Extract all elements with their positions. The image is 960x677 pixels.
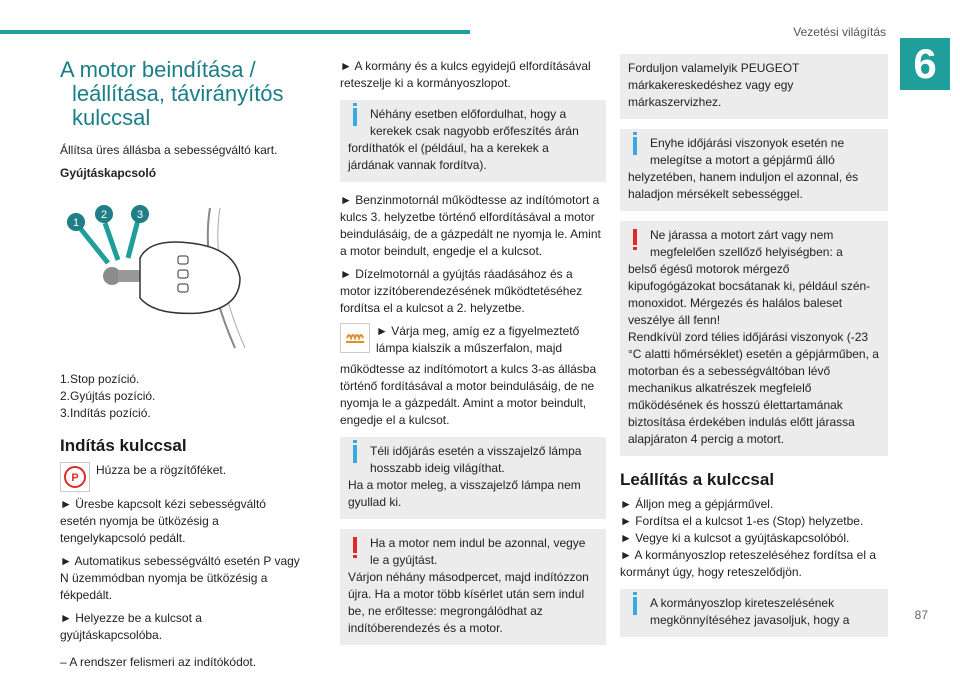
position-1: 1.Stop pozíció. (60, 372, 140, 386)
start-heading: Indítás kulccsal (60, 436, 187, 455)
stop-step-2: ► Fordítsa el a kulcsot 1-es (Stop) helyzetbe. (620, 514, 864, 528)
warning-box-exhaust: Ne járassa a motort zárt vagy nem megfelelően szellőző helyiségben: a belső égésű motorok mérgező kipufogógázokat bocsátanak ki, például szén-monoxidot. Mérgezés és halálos baleset veszélye áll fenn! Rendkívül zord télies időjárási viszonyok (-23 °C alatti hőmérséklet) esetén a gépjárműben, a motorban és a sebességváltóban lévő mechanikus alkatrészek megfelelő működésének és hosszú élettartamának biztosítása érdekében indulás előtt járassa alapjáraton 4 percig a motort. (620, 221, 888, 456)
diesel-start-step: ► Dízelmotornál a gyújtás ráadásához és a motor izzítóberendezésének működtetéséhez fordítsa el a kulcsot a 2. helyzetbe. (340, 267, 583, 315)
info-icon (633, 597, 637, 615)
ignition-key-illustration (60, 198, 260, 358)
position-list (60, 371, 300, 422)
stop-step-1: ► Álljon meg a gépjárművel. (620, 497, 774, 511)
preheat-row: ► Várja meg, amíg ez a figyelmeztető lámpa kialszik a műszerfalon, majd (340, 323, 606, 357)
svg-text:P: P (71, 472, 79, 484)
info-box-winter: Téli időjárás esetén a visszajelző lámpa hosszabb ideig világíthat. Ha a motor meleg, a visszajelző lámpa nem gyullad ki. (340, 437, 606, 519)
auto-gearbox-step: ► Automatikus sebességváltó esetén P vagy N üzemmódban nyomja be ütközésig a fékpedált. (60, 554, 300, 602)
position-3: 3.Indítás pozíció. (60, 406, 151, 420)
warning-icon (353, 537, 357, 553)
unlock-steering-step: ► A kormány és a kulcs egyidejű elfordításával reteszelje ki a kormányoszlopot. (340, 59, 591, 90)
glow-plug-icon (340, 323, 370, 353)
warning-box-no-start: Ha a motor nem indul be azonnal, vegye le a gyújtást. Várjon néhány másodpercet, majd indítózzon újra. Ha a motor több kísérlet után sem indul be, ne erőltesse: megrongálódhat az indítóberendezés és a motor. (340, 529, 606, 645)
page-title: A motor beindítása / leállítása, távirányítós kulccsal (60, 57, 284, 130)
handbrake-text: Húzza be a rögzítőféket. (96, 463, 227, 477)
column-2 (340, 52, 606, 655)
wait-lamp-step: működtesse az indítómotort a kulcs 3-as állásba történő fordításával a motor beindulásáig, de ne nyomja le a gázpedált. Amint a motor beindult, engedje el a kulcsot. (340, 362, 597, 427)
warning-icon (633, 229, 637, 245)
petrol-start-step: ► Benzinmotornál működtesse az indítómotort a kulcs 3. helyzetbe történő elfordításával a motor beindulásáig, de a gázpedált ne nyomja le. Amint a motor beindult, engedje el a kulcsot. (340, 193, 601, 258)
parking-brake-icon (60, 462, 90, 492)
manual-gearbox-step: ► Üresbe kapcsolt kézi sebességváltó esetén nyomja be ütközésig a tengelykapcsoló pedált. (60, 497, 266, 545)
stop-heading: Leállítás a kulccsal (620, 470, 775, 489)
position-2: 2.Gyújtás pozíció. (60, 389, 156, 403)
figure-label-1: 1 (72, 217, 80, 229)
info-icon (633, 137, 637, 155)
insert-key-step: ► Helyezze be a kulcsot a gyújtáskapcsolóba. (60, 611, 202, 642)
info-box-steering-lock: A kormányoszlop kireteszelésének megkönnyítéséhez javasoljuk, hogy a (620, 589, 888, 637)
figure-label-2: 2 (100, 209, 108, 221)
section-title: Vezetési világítás (793, 25, 886, 39)
handbrake-row (60, 462, 300, 492)
column-3 (620, 52, 888, 647)
header-bar (0, 30, 470, 34)
info-box-wheels: Néhány esetben előfordulhat, hogy a kerekek csak nagyobb erőfeszítés árán fordíthatók el (például, ha a kerekek a járdának vannak fordítva). (340, 100, 606, 182)
figure-label-3: 3 (136, 209, 144, 221)
code-recognition-text: – A rendszer felismeri az indítókódot. (60, 655, 257, 669)
column-1 (60, 52, 300, 677)
info-icon (353, 108, 357, 126)
info-box-mild-weather: Enyhe időjárási viszonyok esetén ne melegítse a motort a gépjármű álló helyzetében, hanem induljon el azonnal, és haladjon mérsékelt sebességgel. (620, 129, 888, 211)
stop-step-4: ► A kormányoszlop reteszeléséhez fordítsa el a kormányt úgy, hogy reteszelődjön. (620, 548, 877, 579)
dealer-box: Forduljon valamelyik PEUGEOT márkakereskedéshez vagy egy márkaszervizhez. (620, 54, 888, 119)
page-number: 87 (914, 608, 928, 622)
chapter-number: 6 (900, 38, 950, 90)
intro-text: Állítsa üres állásba a sebességváltó kart. (60, 143, 278, 157)
switch-heading: Gyújtáskapcsoló (60, 166, 157, 180)
stop-step-3: ► Vegye ki a kulcsot a gyújtáskapcsolóból. (620, 531, 850, 545)
info-icon (353, 445, 357, 463)
